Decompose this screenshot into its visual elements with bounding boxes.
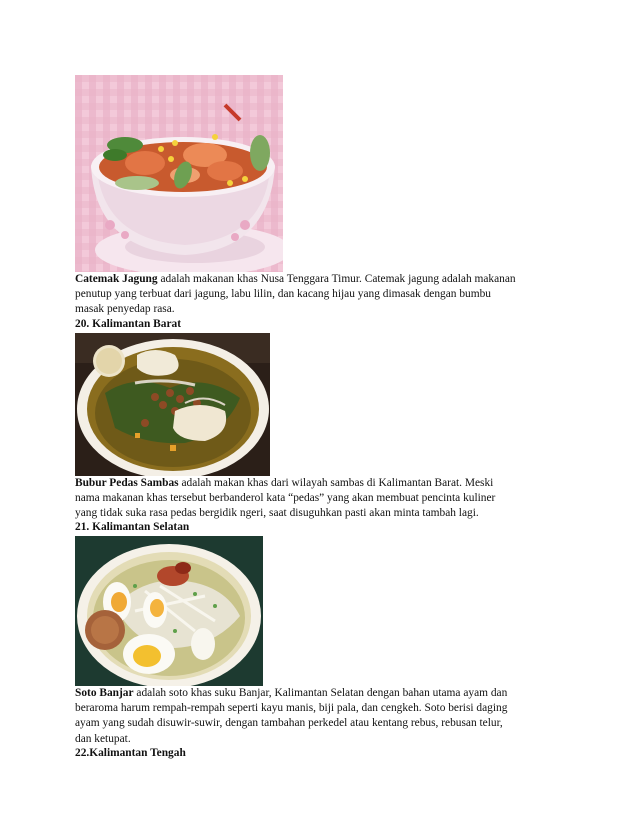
soto-banjar-photo xyxy=(75,536,263,686)
catemak-jagung-description: Catemak Jagung adalah makanan khas Nusa Tenggara Timur. Catemak jagung adalah makanan penutup yang terbuat dari jagung, labu lilin, dan kacang hijau yang dimasak dengan bumbu masak penyedap rasa. xyxy=(75,273,516,316)
bubur-pedas-sambas-description: Bubur Pedas Sambas adalah makan khas dari wilayah sambas di Kalimantan Barat. Meski nama makanan khas tersebut berbanderol kata “pedas” yang akan membuat pencinta kuliner yang tidak suka rasa pedas bergidik ngeri, saat disuguhkan pasti akan minta tambah lagi. xyxy=(75,477,496,520)
bubur-pedas-sambas-photo xyxy=(75,333,270,476)
dish-name-catemak-jagung: Catemak Jagung xyxy=(75,273,158,285)
heading-kalimantan-selatan: 21. Kalimantan Selatan xyxy=(75,521,190,533)
dish-name-soto-banjar: Soto Banjar xyxy=(75,687,134,699)
catemak-jagung-photo xyxy=(75,75,283,272)
soto-banjar-description: Soto Banjar adalah soto khas suku Banjar, Kalimantan Selatan dengan bahan utama ayam dan beraroma harum rempah-rempah seperti kayu manis, biji pala, dan cengkeh. Soto berisi daging ayam yang sudah disuwir-suwir, dengan tambahan perkedel atau kentang rebus, rebusan telur, dan ketupat. xyxy=(75,687,508,745)
heading-kalimantan-barat: 20. Kalimantan Barat xyxy=(75,318,181,330)
heading-kalimantan-tengah: 22.Kalimantan Tengah xyxy=(75,747,186,759)
dish-name-bubur-pedas-sambas: Bubur Pedas Sambas xyxy=(75,477,179,489)
